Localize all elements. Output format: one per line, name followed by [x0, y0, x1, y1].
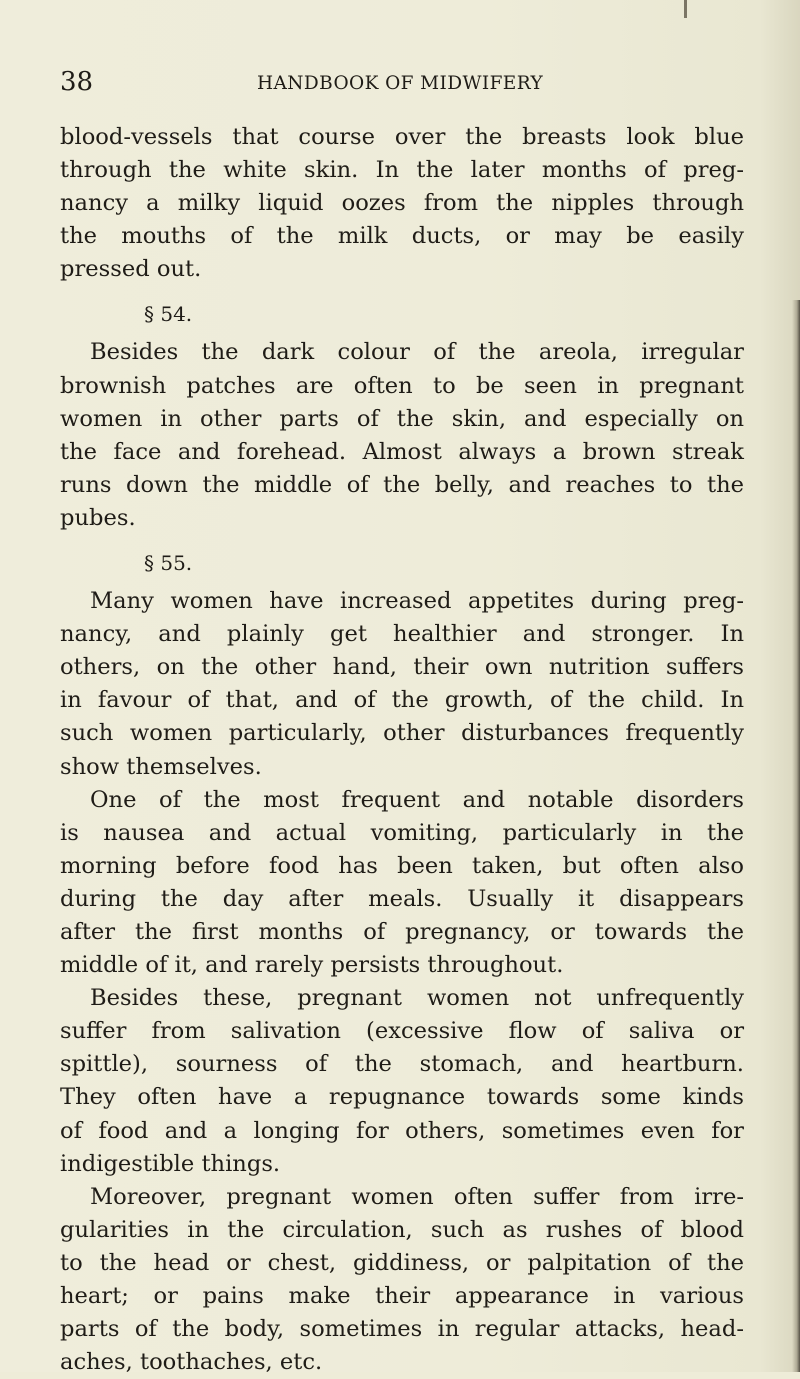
section-heading-54: § 54.: [144, 302, 193, 327]
section-heading-55: § 55.: [144, 551, 193, 576]
running-head: HANDBOOK OF MIDWIFERY: [257, 73, 544, 94]
text-line: Moreover, pregnant women often suffer from irre-: [90, 1183, 744, 1210]
text-line: the mouths of the milk ducts, or may be easily: [60, 223, 744, 250]
paragraph-continuation: [60, 121, 744, 286]
text-line: morning before food has been taken, but often also: [60, 852, 744, 879]
text-line: heart; or pains make their appearance in various: [60, 1283, 744, 1309]
text-line: They often have a repugnance towards some kinds: [60, 1084, 744, 1111]
text-line: the face and forehead. Almost always a brown streak: [60, 438, 744, 465]
text-line: One of the most frequent and notable disorders: [90, 786, 744, 813]
page-edge-shadow: [792, 300, 800, 1372]
paragraph-nausea: [60, 784, 744, 983]
page-number: 38: [60, 67, 94, 97]
text-line: to the head or chest, giddiness, or palpitation of the: [60, 1249, 744, 1276]
text-line: in favour of that, and of the growth, of the child. In: [60, 687, 744, 714]
paragraph-appetite: [60, 585, 744, 784]
text-line: pressed out.: [60, 256, 202, 283]
text-line: runs down the middle of the belly, and reaches to the: [60, 471, 744, 498]
text-line: blood-vessels that course over the breasts look blue: [60, 124, 744, 150]
text-line: pubes.: [60, 504, 136, 531]
text-line: parts of the body, sometimes in regular attacks, head-: [60, 1316, 744, 1343]
text-line: Besides the dark colour of the areola, irregular: [90, 339, 744, 366]
text-line: of food and a longing for others, sometimes even for: [60, 1117, 744, 1144]
text-line: others, on the other hand, their own nutrition suffers: [60, 654, 744, 681]
text-line: after the first months of pregnancy, or towards the: [60, 918, 744, 945]
text-line: gularities in the circulation, such as rushes of blood: [60, 1216, 744, 1243]
text-line: aches, toothaches, etc.: [60, 1349, 323, 1376]
page-body: [60, 121, 744, 1379]
text-line: such women particularly, other disturbances frequently: [60, 720, 744, 747]
text-line: through the white skin. In the later months of preg-: [60, 157, 744, 184]
text-line: indigestible things.: [60, 1150, 281, 1177]
text-line: nancy a milky liquid oozes from the nipples through: [60, 190, 744, 217]
text-line: suffer from salivation (excessive flow of saliva or: [60, 1018, 744, 1045]
text-line: is nausea and actual vomiting, particularly in the: [60, 819, 744, 846]
page-header: [60, 62, 760, 102]
text-line: Many women have increased appetites during preg-: [90, 588, 744, 615]
text-line: brownish patches are often to be seen in pregnant: [60, 372, 744, 399]
text-line: show themselves.: [60, 753, 262, 780]
scan-mark: [684, 0, 687, 18]
text-line: middle of it, and rarely persists throughout.: [60, 952, 564, 979]
paragraph-areola: [60, 336, 744, 535]
text-line: nancy, and plainly get healthier and stronger. In: [60, 621, 744, 648]
text-line: during the day after meals. Usually it disappears: [60, 885, 744, 912]
text-line: spittle), sourness of the stomach, and heartburn.: [60, 1051, 744, 1078]
paragraph-salivation: [60, 982, 744, 1181]
paragraph-circulation: [60, 1181, 744, 1379]
text-line: women in other parts of the skin, and especially on: [60, 405, 744, 432]
text-line: Besides these, pregnant women not unfrequently: [90, 985, 744, 1012]
